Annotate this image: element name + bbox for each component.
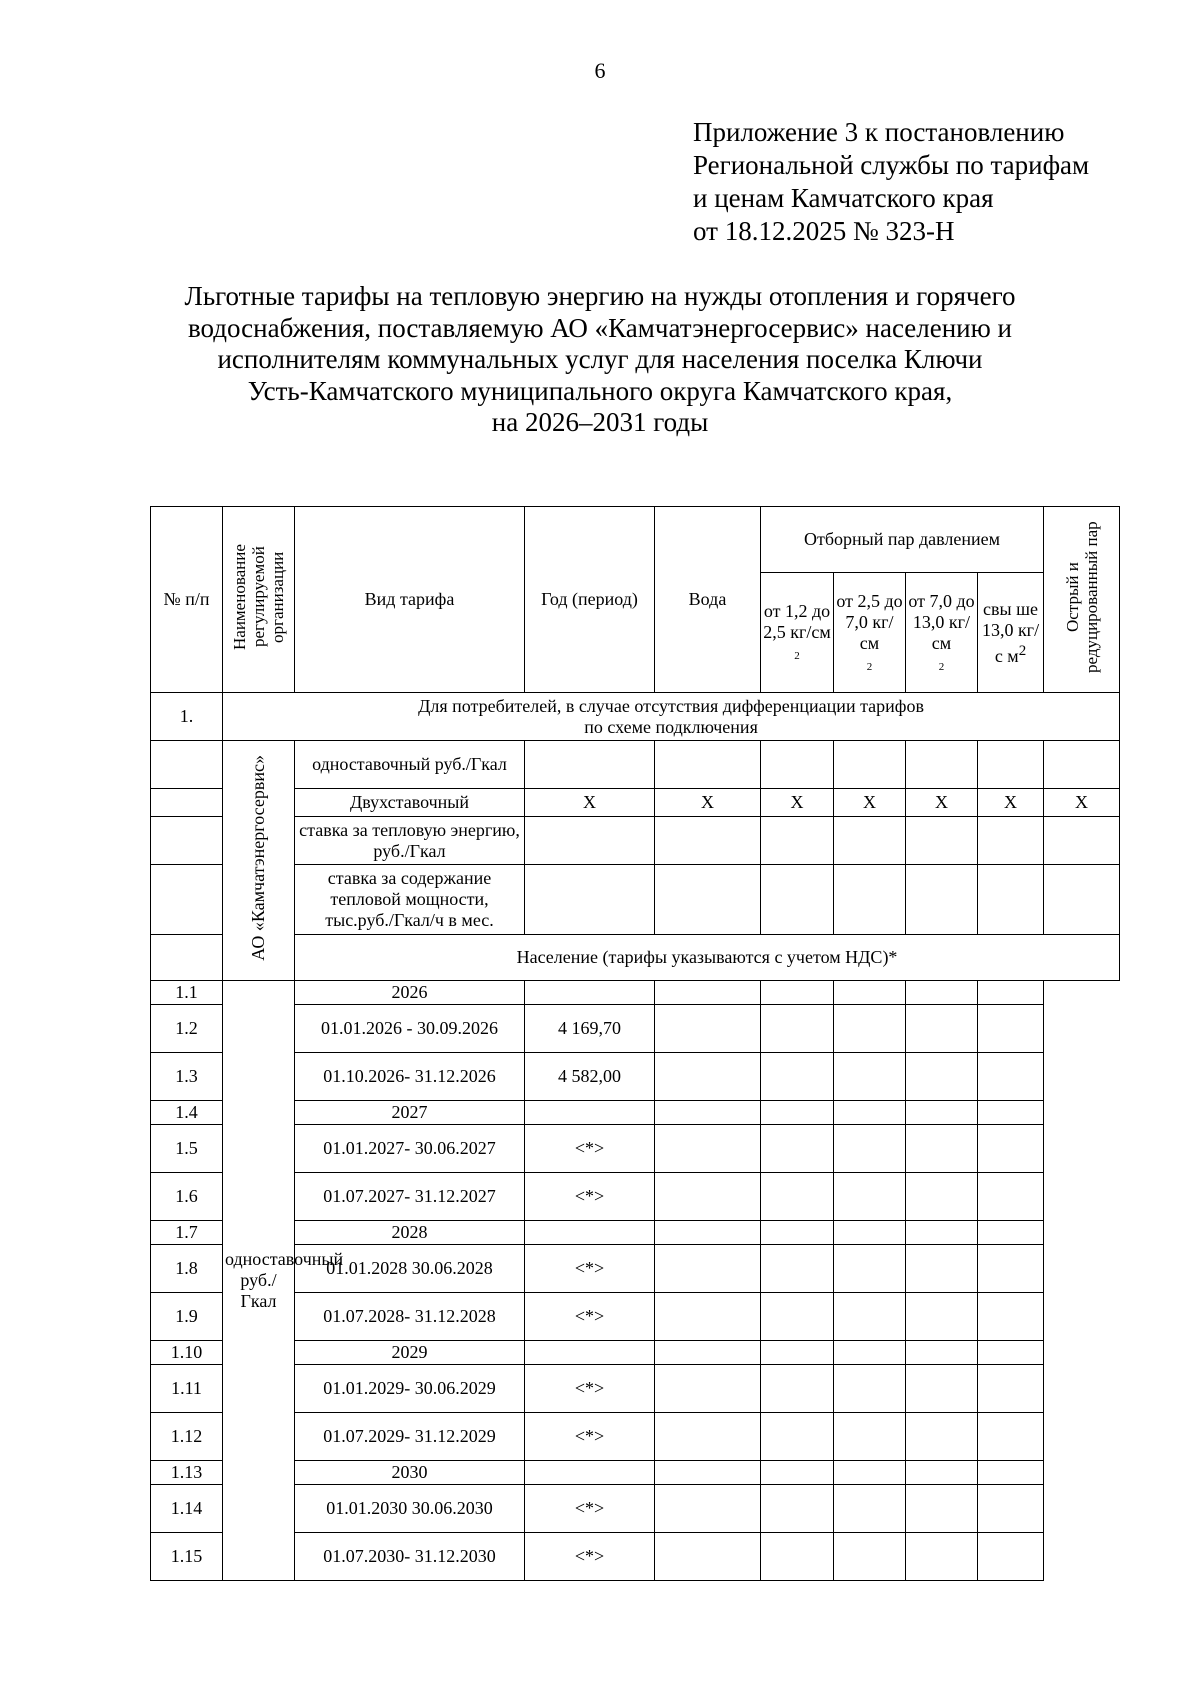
empty-cell (834, 1173, 906, 1221)
header-org: Наименование регулируемой организации (223, 507, 295, 693)
row-number: 1.3 (151, 1053, 223, 1101)
empty-cell (978, 1341, 1044, 1365)
row-period: 01.10.2026- 31.12.2026 (295, 1053, 525, 1101)
row-water-tariff (525, 981, 655, 1005)
empty-cell (761, 1485, 834, 1533)
row-water-tariff (525, 1221, 655, 1245)
header-steam-2: от 2,5 до 7,0 кг/см 2 (834, 573, 906, 693)
row-period: 01.07.2030- 31.12.2030 (295, 1533, 525, 1581)
empty-cell (906, 1365, 978, 1413)
row-period: 2028 (295, 1221, 525, 1245)
header-sharp-steam: Острый и редуцированный пар (1044, 507, 1120, 693)
table-row (151, 1173, 1120, 1221)
empty-cell (834, 1245, 906, 1293)
row-water-tariff: <*> (525, 1173, 655, 1221)
empty-cell (978, 1125, 1044, 1173)
empty-cell (761, 1005, 834, 1053)
empty-cell (906, 1485, 978, 1533)
empty-cell (906, 1125, 978, 1173)
header-steam: Отборный пар давлением (761, 507, 1044, 573)
empty-cell (761, 1365, 834, 1413)
empty-cell (978, 1413, 1044, 1461)
empty-cell (906, 1173, 978, 1221)
empty-cell (834, 1293, 906, 1341)
empty-cell (655, 1245, 761, 1293)
empty-cell (655, 1461, 761, 1485)
row-water-tariff: <*> (525, 1365, 655, 1413)
empty-cell (655, 1101, 761, 1125)
table-row (151, 1461, 1120, 1485)
row-number: 1.15 (151, 1533, 223, 1581)
table-row (151, 1221, 1120, 1245)
empty-cell (655, 1293, 761, 1341)
empty-cell (761, 981, 834, 1005)
table-row (151, 1005, 1120, 1053)
empty-cell (978, 1533, 1044, 1581)
header-steam-3: от 7,0 до 13,0 кг/см 2 (906, 573, 978, 693)
empty-cell (906, 1413, 978, 1461)
row-period: 01.07.2027- 31.12.2027 (295, 1173, 525, 1221)
empty-cell (978, 1293, 1044, 1341)
row-number: 1.2 (151, 1005, 223, 1053)
population-section-title: Население (тарифы указываются с учетом НДС)* (295, 935, 1120, 981)
empty-cell (655, 1053, 761, 1101)
row-number: 1.10 (151, 1341, 223, 1365)
header-steam-1: от 1,2 до 2,5 кг/см 2 (761, 573, 834, 693)
empty-cell (906, 1341, 978, 1365)
empty-cell (978, 1485, 1044, 1533)
empty-cell (906, 1053, 978, 1101)
row-number: 1.6 (151, 1173, 223, 1221)
empty-cell (655, 1221, 761, 1245)
empty-cell (906, 1101, 978, 1125)
row-water-tariff: <*> (525, 1293, 655, 1341)
title-line-2: водоснабжения, поставляемую АО «Камчатэнергосервис» населению и (187, 312, 1012, 343)
empty-cell (906, 1005, 978, 1053)
x-mark: Х (525, 789, 655, 817)
page-number: 6 (594, 58, 606, 83)
table-row (151, 1293, 1120, 1341)
empty-cell (655, 1485, 761, 1533)
empty-cell (978, 1245, 1044, 1293)
empty-cell (834, 1461, 906, 1485)
empty-cell (834, 981, 906, 1005)
document-title (120, 281, 1080, 439)
appendix-line-1: Приложение 3 к постановлению (693, 117, 1065, 147)
empty-cell (834, 1053, 906, 1101)
x-mark: Х (978, 789, 1044, 817)
row-period: 2030 (295, 1461, 525, 1485)
x-mark: Х (906, 789, 978, 817)
empty-cell (834, 1005, 906, 1053)
row-water-tariff: 4 169,70 (525, 1005, 655, 1053)
empty-cell (761, 1101, 834, 1125)
empty-cell (834, 1341, 906, 1365)
empty-cell (978, 1101, 1044, 1125)
empty-cell (906, 1245, 978, 1293)
org-name-cell: АО «Камчатэнергосервис» (223, 741, 295, 981)
single-rate-label: одноставочный руб./Гкал (295, 741, 525, 789)
table-row (151, 981, 1120, 1005)
empty-cell (978, 1461, 1044, 1485)
row-number: 1.11 (151, 1365, 223, 1413)
empty-cell (834, 1101, 906, 1125)
row-number: 1.5 (151, 1125, 223, 1173)
row-number: 1.1 (151, 981, 223, 1005)
appendix-line-2: Региональной службы по тарифам (693, 150, 1090, 180)
two-rate-label: Двухставочный (295, 789, 525, 817)
empty-cell (834, 1125, 906, 1173)
empty-cell (761, 1461, 834, 1485)
table-row (151, 1413, 1120, 1461)
header-year: Год (период) (525, 507, 655, 693)
header-steam-4: свы ше 13,0 кг/с $м^2$ (978, 573, 1044, 693)
empty-cell (655, 1365, 761, 1413)
table-row (151, 1365, 1120, 1413)
row-water-tariff: <*> (525, 1125, 655, 1173)
empty-cell (655, 1125, 761, 1173)
title-line-3: исполнителям коммунальных услуг для населения поселка Ключи (217, 344, 983, 374)
appendix-line-3: и ценам Камчатского края (693, 183, 994, 213)
empty-cell (761, 1173, 834, 1221)
row-water-tariff: 4 582,00 (525, 1053, 655, 1101)
title-line-4: Усть-Камчатского муниципального округа Камчатского края, (247, 375, 953, 406)
row-number: 1.12 (151, 1413, 223, 1461)
empty-cell (761, 1125, 834, 1173)
tariff-table (150, 506, 1120, 1581)
empty-cell (978, 1365, 1044, 1413)
table-row (151, 1485, 1120, 1533)
table-row (151, 1125, 1120, 1173)
x-mark: Х (655, 789, 761, 817)
row-period: 2027 (295, 1101, 525, 1125)
empty-cell (978, 1173, 1044, 1221)
row-period: 01.07.2029- 31.12.2029 (295, 1413, 525, 1461)
x-mark: Х (834, 789, 906, 817)
appendix-reference (693, 116, 1089, 248)
empty-cell (655, 981, 761, 1005)
empty-cell (761, 1221, 834, 1245)
row-period: 2029 (295, 1341, 525, 1365)
empty-cell (761, 1245, 834, 1293)
empty-cell (978, 1221, 1044, 1245)
appendix-line-4: от 18.12.2025 № 323-Н (693, 216, 955, 246)
empty-cell (834, 1365, 906, 1413)
empty-cell (978, 1053, 1044, 1101)
empty-cell (655, 1341, 761, 1365)
title-line-1: Льготные тарифы на тепловую энергию на нужды отопления и горячего (184, 281, 1016, 311)
table-row (151, 1341, 1120, 1365)
empty-cell (906, 1461, 978, 1485)
empty-cell (655, 1533, 761, 1581)
row-number: 1.4 (151, 1101, 223, 1125)
empty-cell (761, 1341, 834, 1365)
header-num: № п/п (151, 507, 223, 693)
population-tariff-type: одноставочный руб./Гкал (223, 981, 295, 1581)
empty-cell (655, 1173, 761, 1221)
row-period: 01.01.2029- 30.06.2029 (295, 1365, 525, 1413)
row-number: 1.8 (151, 1245, 223, 1293)
x-mark: Х (1044, 789, 1120, 817)
empty-cell (834, 1413, 906, 1461)
title-line-5: на 2026–2031 годы (491, 407, 709, 437)
table-row (151, 1533, 1120, 1581)
row-period: 01.01.2026 - 30.09.2026 (295, 1005, 525, 1053)
empty-cell (655, 1413, 761, 1461)
empty-cell (761, 1053, 834, 1101)
empty-cell (834, 1221, 906, 1245)
empty-cell (906, 1293, 978, 1341)
empty-cell (834, 1485, 906, 1533)
empty-cell (761, 1533, 834, 1581)
row-number: 1.13 (151, 1461, 223, 1485)
empty-cell (655, 1005, 761, 1053)
capacity-rate-label: ставка за содержание тепловой мощности, тыс.руб./Гкал/ч в мес. (295, 865, 525, 935)
row-number: 1.7 (151, 1221, 223, 1245)
row-period: 01.07.2028- 31.12.2028 (295, 1293, 525, 1341)
empty-cell (978, 1005, 1044, 1053)
row-water-tariff (525, 1341, 655, 1365)
x-mark: Х (761, 789, 834, 817)
empty-cell (906, 981, 978, 1005)
row-period: 01.01.2027- 30.06.2027 (295, 1125, 525, 1173)
header-tariff-type: Вид тарифа (295, 507, 525, 693)
row-water-tariff: <*> (525, 1485, 655, 1533)
row-water-tariff: <*> (525, 1413, 655, 1461)
row-period: 01.01.2030 30.06.2030 (295, 1485, 525, 1533)
empty-cell (906, 1533, 978, 1581)
empty-cell (761, 1413, 834, 1461)
empty-cell (906, 1221, 978, 1245)
row-number: 1.14 (151, 1485, 223, 1533)
header-water: Вода (655, 507, 761, 693)
empty-cell (834, 1533, 906, 1581)
row-water-tariff: <*> (525, 1533, 655, 1581)
section-1-num: 1. (151, 693, 223, 741)
section-1-title: Для потребителей, в случае отсутствия дифференциации тарифов по схеме подключения (223, 693, 1120, 741)
row-water-tariff (525, 1461, 655, 1485)
row-period: 2026 (295, 981, 525, 1005)
table-row (151, 1053, 1120, 1101)
table-row (151, 1101, 1120, 1125)
row-water-tariff: <*> (525, 1245, 655, 1293)
row-number: 1.9 (151, 1293, 223, 1341)
empty-cell (978, 981, 1044, 1005)
row-water-tariff (525, 1101, 655, 1125)
heat-rate-label: ставка за тепловую энергию, руб./Гкал (295, 817, 525, 865)
row-period: 01.01.2028 30.06.2028 (295, 1245, 525, 1293)
empty-cell (761, 1293, 834, 1341)
